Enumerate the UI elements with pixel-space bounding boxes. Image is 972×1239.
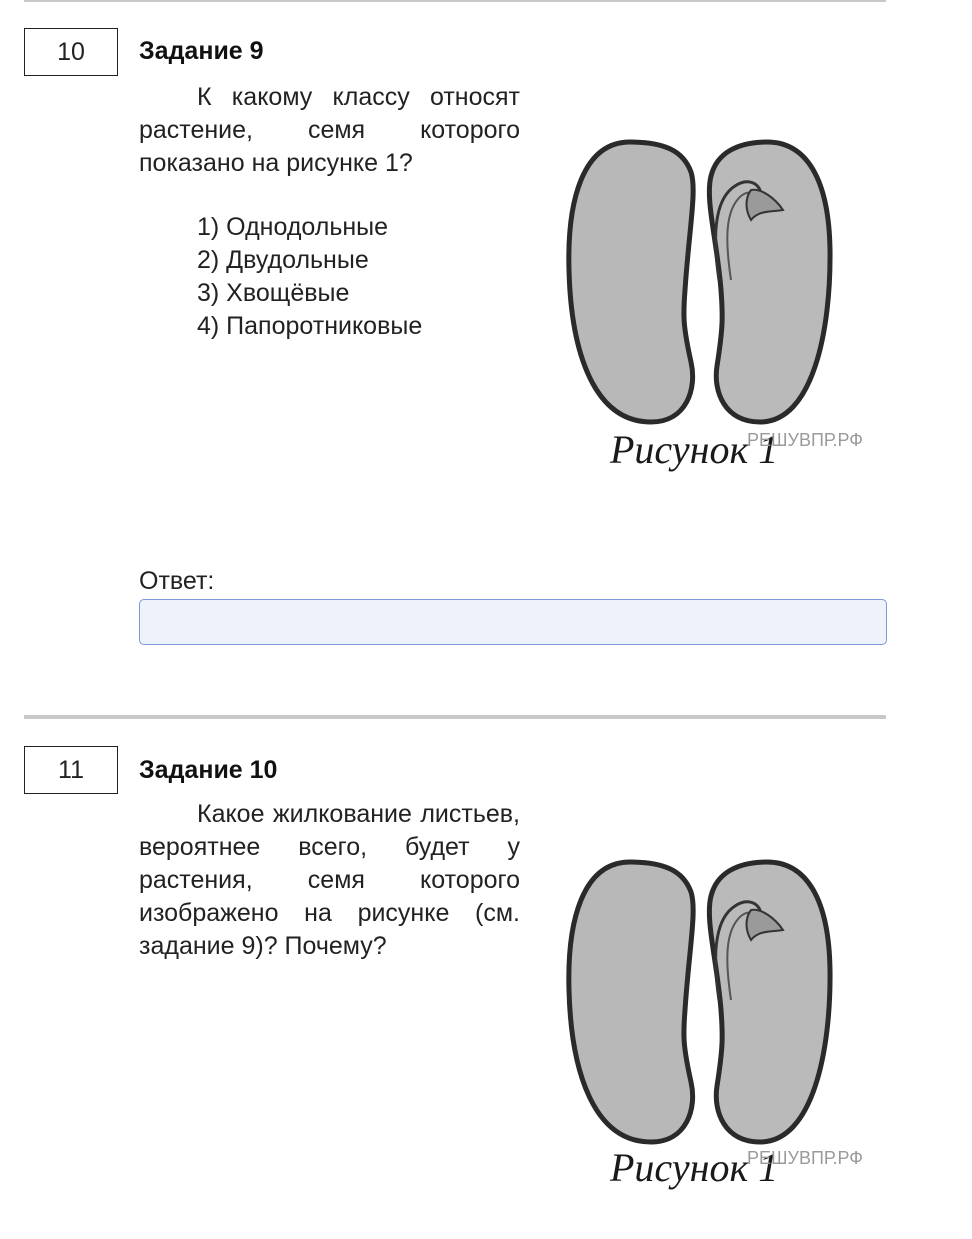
answer-input[interactable] <box>139 599 887 645</box>
seed-figure <box>555 130 865 475</box>
top-divider <box>24 0 886 2</box>
watermark: РЕШУВПР.РФ <box>747 1148 863 1168</box>
seed-figure <box>555 850 865 1195</box>
option-3: 3) Хвощёвые <box>197 279 350 307</box>
option-1: 1) Однодольные <box>197 213 389 241</box>
task-number-box: 10 <box>24 28 118 76</box>
option-2: 2) Двудольные <box>197 246 369 274</box>
option-4: 4) Папоротниковые <box>197 312 423 340</box>
answer-options <box>197 211 422 343</box>
question-text: К какому классу относят растение, семя которого показано на рисунке 1? <box>139 83 520 177</box>
task-title: Задание 9 <box>139 37 264 65</box>
task-title: Задание 10 <box>139 756 278 784</box>
bean-seed-illustration <box>555 850 865 1150</box>
bean-seed-illustration <box>555 130 865 430</box>
figure-caption: Рисунок 1 <box>610 1145 779 1190</box>
figure-caption: Рисунок 1 <box>610 427 779 472</box>
answer-label: Ответ: <box>139 567 215 595</box>
question-text: Какое жилкование листьев, вероятнее всего, будет у растения, семя которого изображено на рисунке (см. задание 9)? Почему? <box>139 800 520 960</box>
task-number-box: 11 <box>24 746 118 794</box>
section-divider <box>24 715 886 719</box>
watermark: РЕШУВПР.РФ <box>747 430 863 450</box>
